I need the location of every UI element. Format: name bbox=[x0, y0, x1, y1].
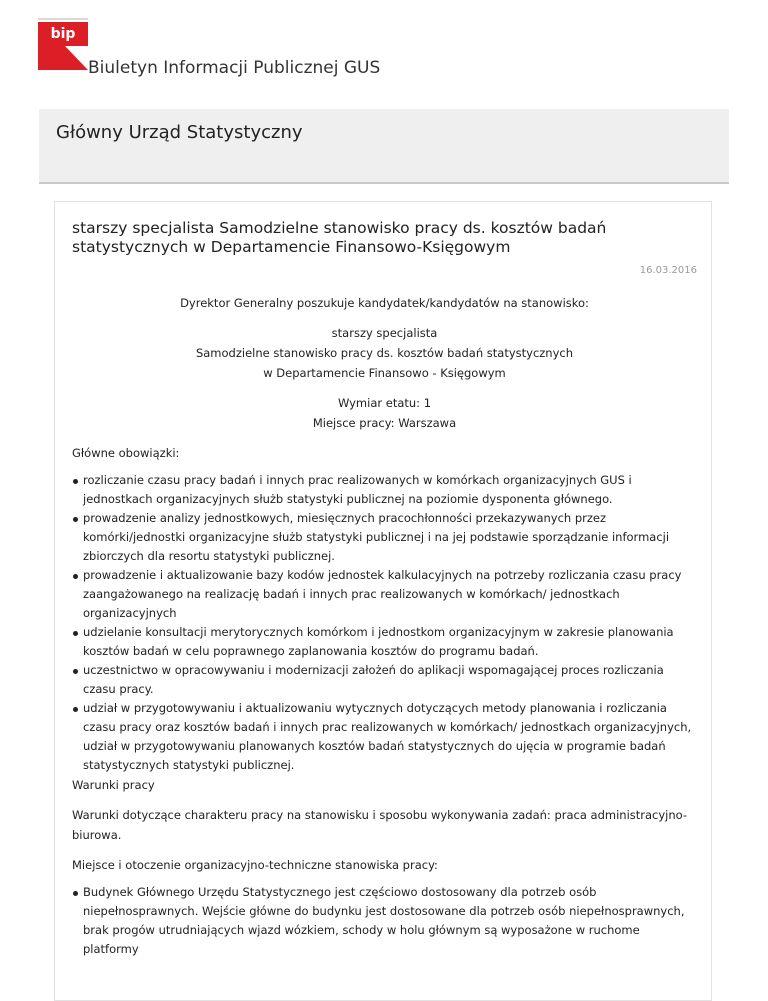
workplace-heading: Miejsce i otoczenie organizacyjno-techniczne stanowiska pracy: bbox=[72, 858, 438, 872]
duty-item: rozliczanie czasu pracy badań i innych prac realizowanych w komórkach organizacyjnych GUS i jednostkach organizacyjnych służb statystyki publicznej na poziomie dysponenta głównego. bbox=[72, 471, 697, 509]
position-block bbox=[72, 323, 697, 383]
institution-banner bbox=[39, 109, 729, 184]
conditions-heading: Warunki pracy bbox=[72, 778, 155, 792]
workload-text: Wymiar etatu: 1 bbox=[337, 396, 432, 410]
article-headline: starszy specjalista Samodzielne stanowisko pracy ds. kosztów badań statystycznych w Departamencie Finansowo-Księgowym bbox=[72, 219, 607, 256]
duty-item: prowadzenie analizy jednostkowych, miesięcznych pracochłonności przekazywanych przez komórki/jednostki organizacyjne służb statystyki publicznej i na jej podstawie sporządzanie informacji zbiorczych dla resortu statystyki publicznej. bbox=[72, 509, 697, 566]
conditions-text: Warunki dotyczące charakteru pracy na stanowisku i sposobu wykonywania zadań: praca administracyjno-biurowa. bbox=[72, 808, 688, 842]
article-card bbox=[54, 201, 712, 1001]
duties-heading: Główne obowiązki: bbox=[72, 446, 180, 460]
site-title[interactable]: Biuletyn Informacji Publicznej GUS bbox=[88, 58, 381, 78]
duty-item: uczestnictwo w opracowywaniu i modernizacji założeń do aplikacji wspomagającej proces rozliczania czasu pracy. bbox=[72, 661, 697, 699]
location-text: Miejsce pracy: Warszawa bbox=[312, 416, 457, 430]
publication-date: 16.03.2016 bbox=[639, 265, 697, 276]
duty-item: udział w przygotowywaniu i aktualizowaniu wytycznych dotyczących metody planowania i rozliczania czasu pracy oraz kosztów badań i innych prac realizowanych w komórkach/ jednostkach organizacyjnych, udział w przygotowywaniu planowanych kosztów badań statystycznych do ujęcia w programie badań statystycznych statystyki publicznej. bbox=[72, 699, 697, 775]
job-details bbox=[72, 393, 697, 433]
article-body bbox=[72, 219, 697, 959]
intro-text: Dyrektor Generalny poszukuje kandydatek/kandydatów na stanowisko: bbox=[180, 296, 589, 310]
position-line: starszy specjalista bbox=[331, 326, 438, 340]
institution-title[interactable]: Główny Urząd Statystyczny bbox=[56, 122, 303, 143]
duty-item: udzielanie konsultacji merytorycznych komórkom i jednostkom organizacyjnym w zakresie planowania kosztów badań w celu poprawnego zaplanowania kosztów do programu badań. bbox=[72, 623, 697, 661]
duties-list bbox=[72, 471, 697, 775]
workplace-item: Budynek Głównego Urzędu Statystycznego jest częściowo dostosowany dla potrzeb osób niepełnosprawnych. Wejście główne do budynku jest dostosowane dla potrzeb osób niepełnosprawnych, brak progów utrudniających wjazd wózkiem, schody w holu głównym są wyposażone w ruchome platformy bbox=[72, 883, 697, 959]
bip-logo-icon[interactable] bbox=[38, 18, 88, 70]
position-line: w Departamencie Finansowo - Księgowym bbox=[263, 366, 506, 380]
duty-item: prowadzenie i aktualizowanie bazy kodów jednostek kalkulacyjnych na potrzeby rozliczania czasu pracy zaangażowanego na realizację badań i innych prac realizowanych w komórkach/ jednostkach organizacyjnych bbox=[72, 566, 697, 623]
workplace-list bbox=[72, 883, 697, 959]
bip-logo-text: bip bbox=[50, 26, 76, 42]
position-line: Samodzielne stanowisko pracy ds. kosztów badań statystycznych bbox=[195, 346, 574, 360]
